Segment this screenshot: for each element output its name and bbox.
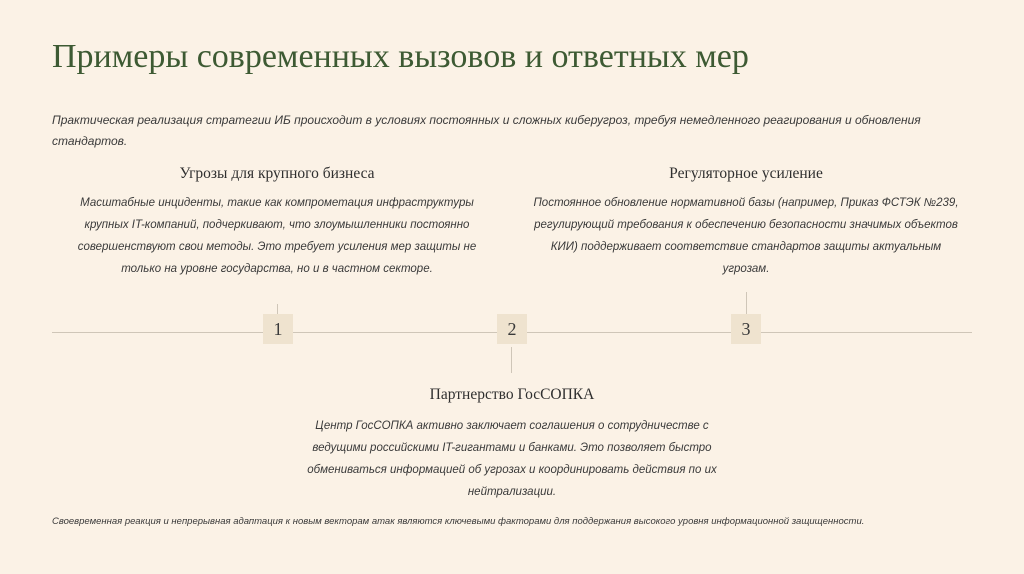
page-title: Примеры современных вызовов и ответных мер <box>52 38 749 75</box>
timeline-marker-3: 3 <box>731 314 761 344</box>
item-2-heading: Партнерство ГосСОПКА <box>429 386 595 403</box>
item-1-text: Масштабные инциденты, такие как компрометация инфраструктуры крупных IT-компаний, подчеркивают, что злоумышленники постоянно совершенствуют свои методы. Это требует усиления мер защиты не только на уровне государства, но и в частном секторе. <box>77 197 477 275</box>
item-1-heading: Угрозы для крупного бизнеса <box>179 165 375 182</box>
intro-text: Практическая реализация стратегии ИБ происходит в условиях постоянных и сложных киберугроз, требуя немедленного реагирования и обновления стандартов. <box>52 113 921 148</box>
timeline-marker-2: 2 <box>497 314 527 344</box>
item-3-heading: Регуляторное усиление <box>669 165 823 182</box>
item-2-text: Центр ГосСОПКА активно заключает соглашения о сотрудничестве с ведущими российскими IT-гигантами и банками. Это позволяет быстро обмениваться информацией об угрозах и координировать действия по их нейтрализации. <box>307 420 717 498</box>
item-3-text: Постоянное обновление нормативной базы (например, Приказ ФСТЭК №239, регулирующий требования к обеспечению безопасности значимых объектов КИИ) поддерживает соответствие стандартов защиты актуальным угрозам. <box>533 197 959 275</box>
footer-note: Своевременная реакция и непрерывная адаптация к новым векторам атак являются ключевыми факторами для поддержания высокого уровня информационной защищенности. <box>52 516 865 527</box>
connector-2 <box>511 347 512 373</box>
timeline-marker-1: 1 <box>263 314 293 344</box>
